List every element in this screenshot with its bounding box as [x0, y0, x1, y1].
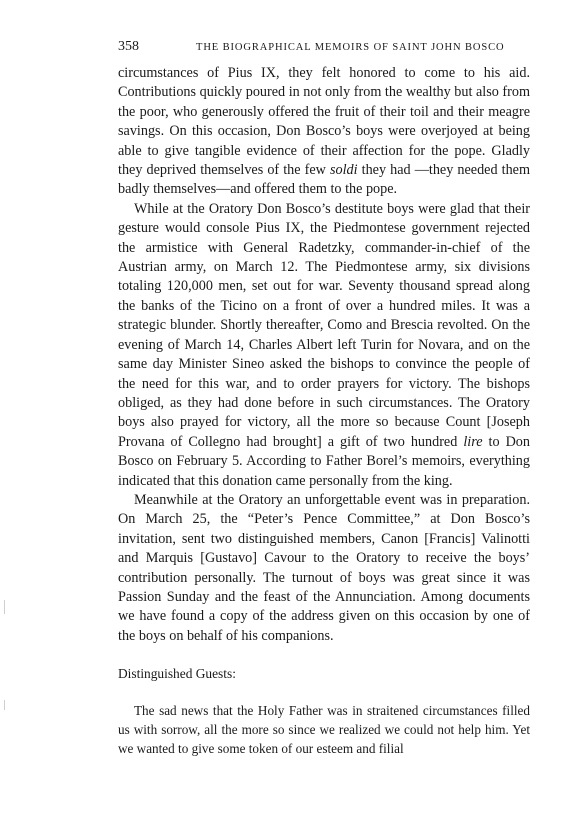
- paragraph-text: they had —they needed them badly themselves—and offered them to the pope.: [118, 162, 530, 198]
- italic-term: lire: [463, 433, 483, 450]
- paragraph-text: While at the Oratory Don Bosco’s destitute boys were glad that their gesture would console Pius IX, the Piedmontese government rejected the armistice with General Radetzky, commander-in-chief of the Austrian army, on March 12. The Piedmontese army, six divisions totaling 120,000 men, set out for war. Seventy thousand spread along the banks of the Ticino on a front of over a hundred miles. It was a strategic blunder. Shortly thereafter, Como and Brescia revolted. On the evening of March 14, Charles Albert left Turin for Novara, and on the same day Minister Sineo asked the bishops to convince the people of the need for this war, and to order prayers for victory. The bishops obliged, as they had done before in such circumstances. The Oratory boys also prayed for victory, all the more so because Count [Joseph Provana of Collegno had brought] a gift of two hundred: [118, 200, 530, 450]
- scan-margin-mark: [4, 700, 5, 710]
- paragraph: [118, 491, 530, 646]
- page-header: [118, 38, 530, 56]
- paragraph: [118, 200, 530, 491]
- scan-margin-mark: [4, 600, 5, 614]
- paragraph-text: circumstances of Pius IX, they felt honored to come to his aid. Contributions quickly poured in not only from the wealthy but also from the poor, who generously offered the fruit of their toil and their meagre savings. On this occasion, Don Bosco’s boys were overjoyed at being able to give tangible evidence of their affection for the pope. Gladly they deprived themselves of the few: [118, 65, 530, 179]
- paragraph: [118, 64, 530, 200]
- paragraph-text: Meanwhile at the Oratory an unforgettable event was in preparation. On March 25, the “Peter’s Pence Committee,” at Don Bosco’s invitation, sent two distinguished members, Canon [Francis] Valinotti and Marquis [Gustavo] Cavour to the Oratory to receive the boys’ contribution personally. The turnout of boys was great since it was Passion Sunday and the feast of the Annunciation. Among documents we have found a copy of the address given on this occasion by one of the boys on behalf of his companions.: [118, 491, 530, 644]
- italic-term: soldi: [329, 162, 358, 179]
- running-title: THE BIOGRAPHICAL MEMOIRS OF SAINT JOHN BOSCO: [196, 42, 505, 53]
- paragraph-text: to Don Bosco on February 5. According to Father Borel’s memoirs, everything indicated that this donation came personally from the king.: [118, 433, 530, 489]
- section-label: Distinguished Guests:: [118, 666, 236, 682]
- address-paragraph: The sad news that the Holy Father was in straitened circumstances filled us with sorrow, all the more so since we realized we could not help him. Yet we wanted to give some token of our esteem and filial: [118, 702, 530, 756]
- body-text: [118, 64, 530, 758]
- page-number: 358: [118, 39, 139, 54]
